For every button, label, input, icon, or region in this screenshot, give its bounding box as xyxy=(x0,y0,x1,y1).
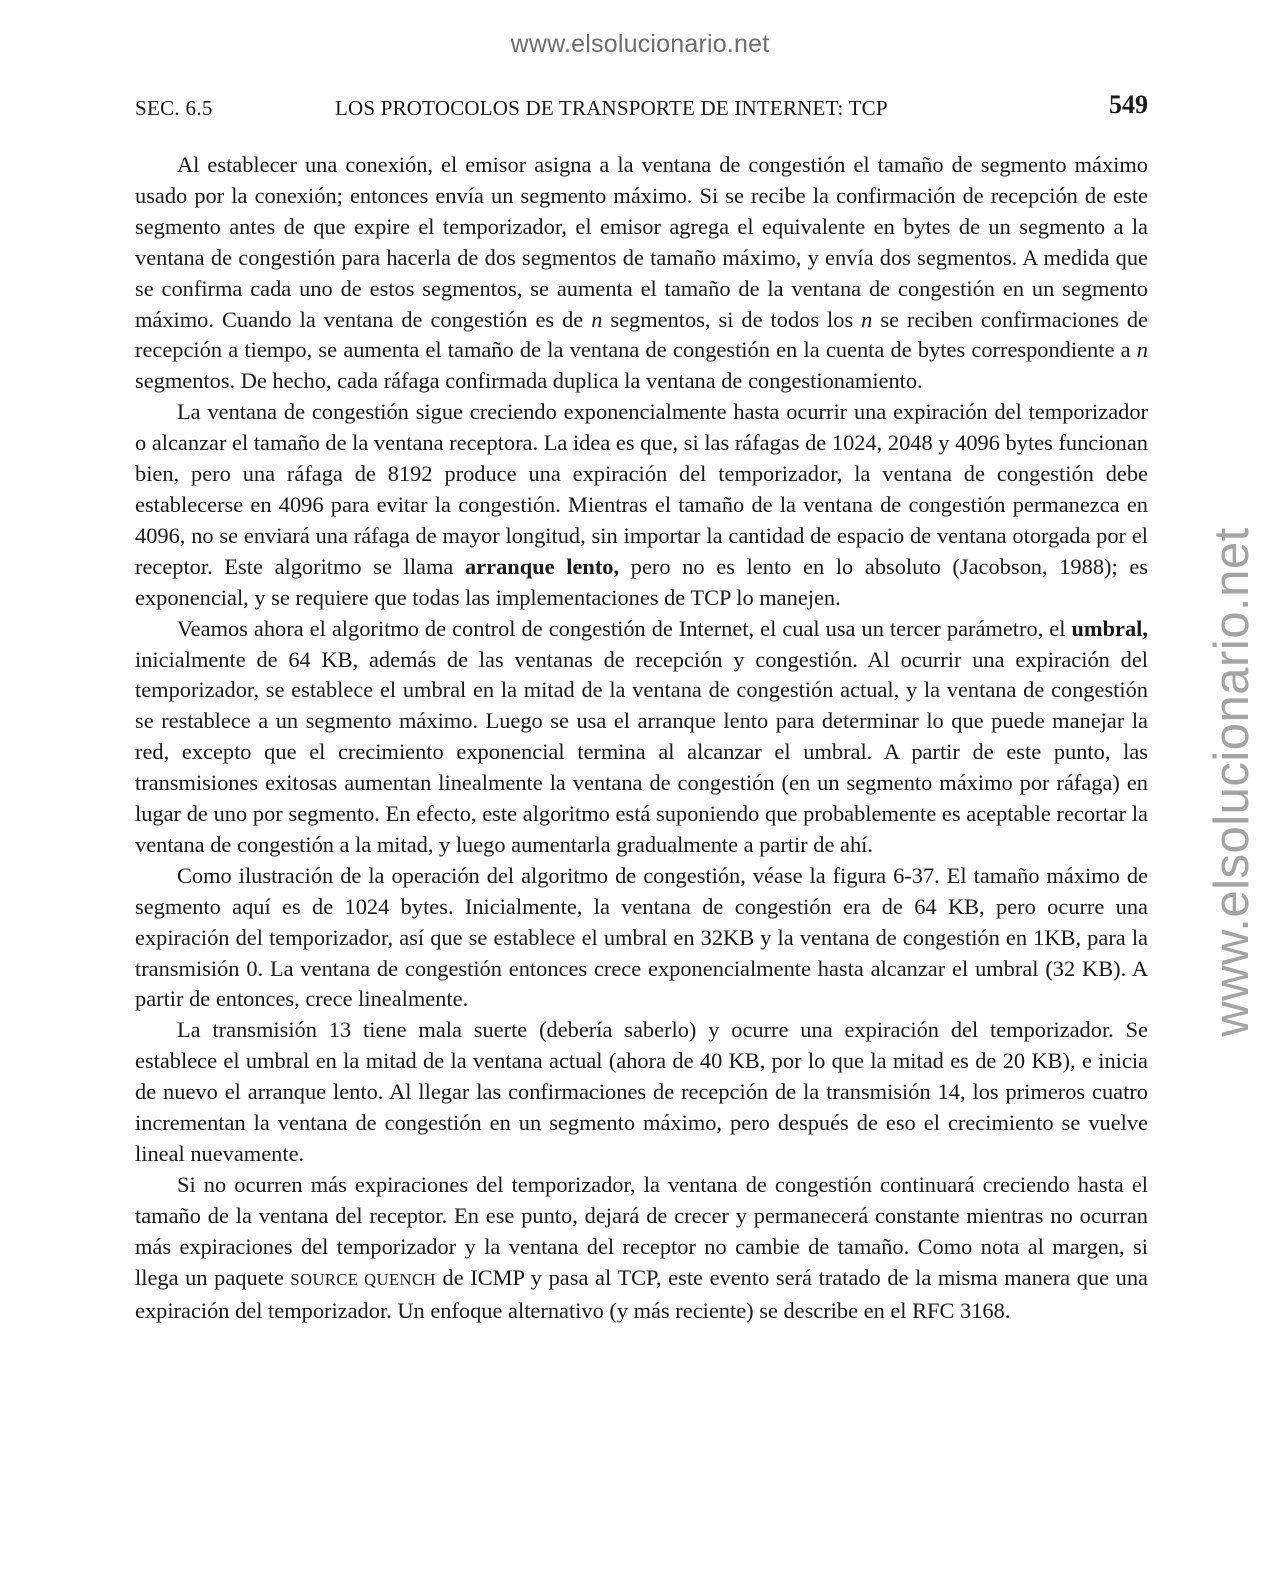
text-span: Si no ocurren más expiraciones del temporizador, la ventana de congestión continuará creciendo hasta el tamaño de la ventana del receptor. En ese punto, dejará de crecer y permanecerá constante mientras no ocurran más expiraciones del temporizador y la ventana del receptor no cambie de tamaño. Como nota al margen, si llega un paquete xyxy=(135,1171,1148,1290)
page-number: 549 xyxy=(1109,90,1148,119)
italic-variable: n xyxy=(861,306,873,332)
bold-term: arranque lento, xyxy=(465,553,620,579)
text-span: de ICMP y pasa al TCP, este evento será tratado de la misma manera que una expiración del temporizador. Un enfoque alternativo (y más reciente) se describe en el RFC 3168. xyxy=(135,1264,1148,1323)
watermark-url-top: www.elsolucionario.net xyxy=(510,30,770,58)
text-span: segmentos, si de todos los xyxy=(602,306,862,332)
paragraph-2 xyxy=(135,397,1148,613)
paragraph-3 xyxy=(135,614,1148,861)
section-number: SEC. 6.5 xyxy=(135,96,213,120)
running-head xyxy=(135,90,1148,126)
italic-variable: n xyxy=(591,306,603,332)
text-span: Al establecer una conexión, el emisor asigna a la ventana de congestión el tamaño de segmento máximo usado por la conexión; entonces envía un segmento máximo. Si se recibe la confirmación de recepción de este segmento antes de que expire el temporizador, el emisor agrega el equivalente en bytes de un segmento a la ventana de congestión para hacerla de dos segmentos de tamaño máximo, y envía dos segmentos. A medida que se confirma cada uno de estos segmentos, se aumenta el tamaño de la ventana de congestión en un segmento máximo. Cuando la ventana de congestión es de xyxy=(135,152,1148,332)
text-span: Veamos ahora el algoritmo de control de congestión de Internet, el cual usa un tercer parámetro, el xyxy=(177,615,1072,641)
watermark-url-side: www.elsolucionario.net xyxy=(1205,527,1259,1037)
text-span: se reciben confirmaciones de recepción a tiempo, se aumenta el tamaño de la ventana de congestión en la cuenta de bytes correspondiente a xyxy=(135,306,1148,363)
paragraph-6 xyxy=(135,1170,1148,1327)
italic-variable: n xyxy=(1136,337,1148,363)
bold-term: umbral, xyxy=(1071,615,1148,641)
page-body xyxy=(135,150,1148,1326)
text-span: inicialmente de 64 KB, además de las ventanas de recepción y congestión. Al ocurrir una expiración del temporizador, se establece el umbral en la mitad de la ventana de congestión actual, y la ventana de congestión se restablece a un segmento máximo. Luego se usa el arranque lento para determinar lo que puede manejar la red, excepto que el crecimiento exponencial termina al alcanzar el umbral. A partir de este punto, las transmisiones exitosas aumentan linealmente la ventana de congestión (en un segmento máximo por ráfaga) en lugar de uno por segmento. En efecto, este algoritmo está suponiendo que probablemente es aceptable recortar la ventana de congestión a la mitad, y luego aumentarla gradualmente a partir de ahí. xyxy=(135,646,1148,857)
text-span: segmentos. De hecho, cada ráfaga confirmada duplica la ventana de congestionamiento. xyxy=(135,368,923,394)
text-span: pero no es lento en lo absoluto (Jacobson, 1988); es exponencial, y se requiere que todas las implementaciones de TCP lo manejen. xyxy=(135,553,1149,610)
paragraph-1 xyxy=(135,150,1148,397)
small-caps-term: SOURCE QUENCH xyxy=(290,1269,436,1289)
text-span: La ventana de congestión sigue creciendo exponencialmente hasta ocurrir una expiración del temporizador o alcanzar el tamaño de la ventana receptora. La idea es que, si las ráfagas de 1024, 2048 y 4096 bytes funcionan bien, pero una ráfaga de 8192 produce una expiración del temporizador, la ventana de congestión debe establecerse en 4096 para evitar la congestión. Mientras el tamaño de la ventana de congestión permanezca en 4096, no se enviará una ráfaga de mayor longitud, sin importar la cantidad de espacio de ventana otorgada por el receptor. Este algoritmo se llama xyxy=(135,399,1148,579)
chapter-title: LOS PROTOCOLOS DE TRANSPORTE DE INTERNET: TCP xyxy=(335,96,888,120)
paragraph-4: Como ilustración de la operación del algoritmo de congestión, véase la figura 6-37. El tamaño máximo de segmento aquí es de 1024 bytes. Inicialmente, la ventana de congestión era de 64 KB, pero ocurre una expiración del temporizador, así que se establece el umbral en 32KB y la ventana de congestión en 1KB, para la transmisión 0. La ventana de congestión entonces crece exponencialmente hasta alcanzar el umbral (32 KB). A partir de entonces, crece linealmente. xyxy=(135,862,1148,1012)
paragraph-5: La transmisión 13 tiene mala suerte (debería saberlo) y ocurre una expiración del temporizador. Se establece el umbral en la mitad de la ventana actual (ahora de 40 KB, por lo que la mitad es de 20 KB), e inicia de nuevo el arranque lento. Al llegar las confirmaciones de recepción de la transmisión 14, los primeros cuatro incrementan la ventana de congestión en un segmento máximo, pero después de eso el crecimiento se vuelve lineal nuevamente. xyxy=(135,1017,1148,1166)
